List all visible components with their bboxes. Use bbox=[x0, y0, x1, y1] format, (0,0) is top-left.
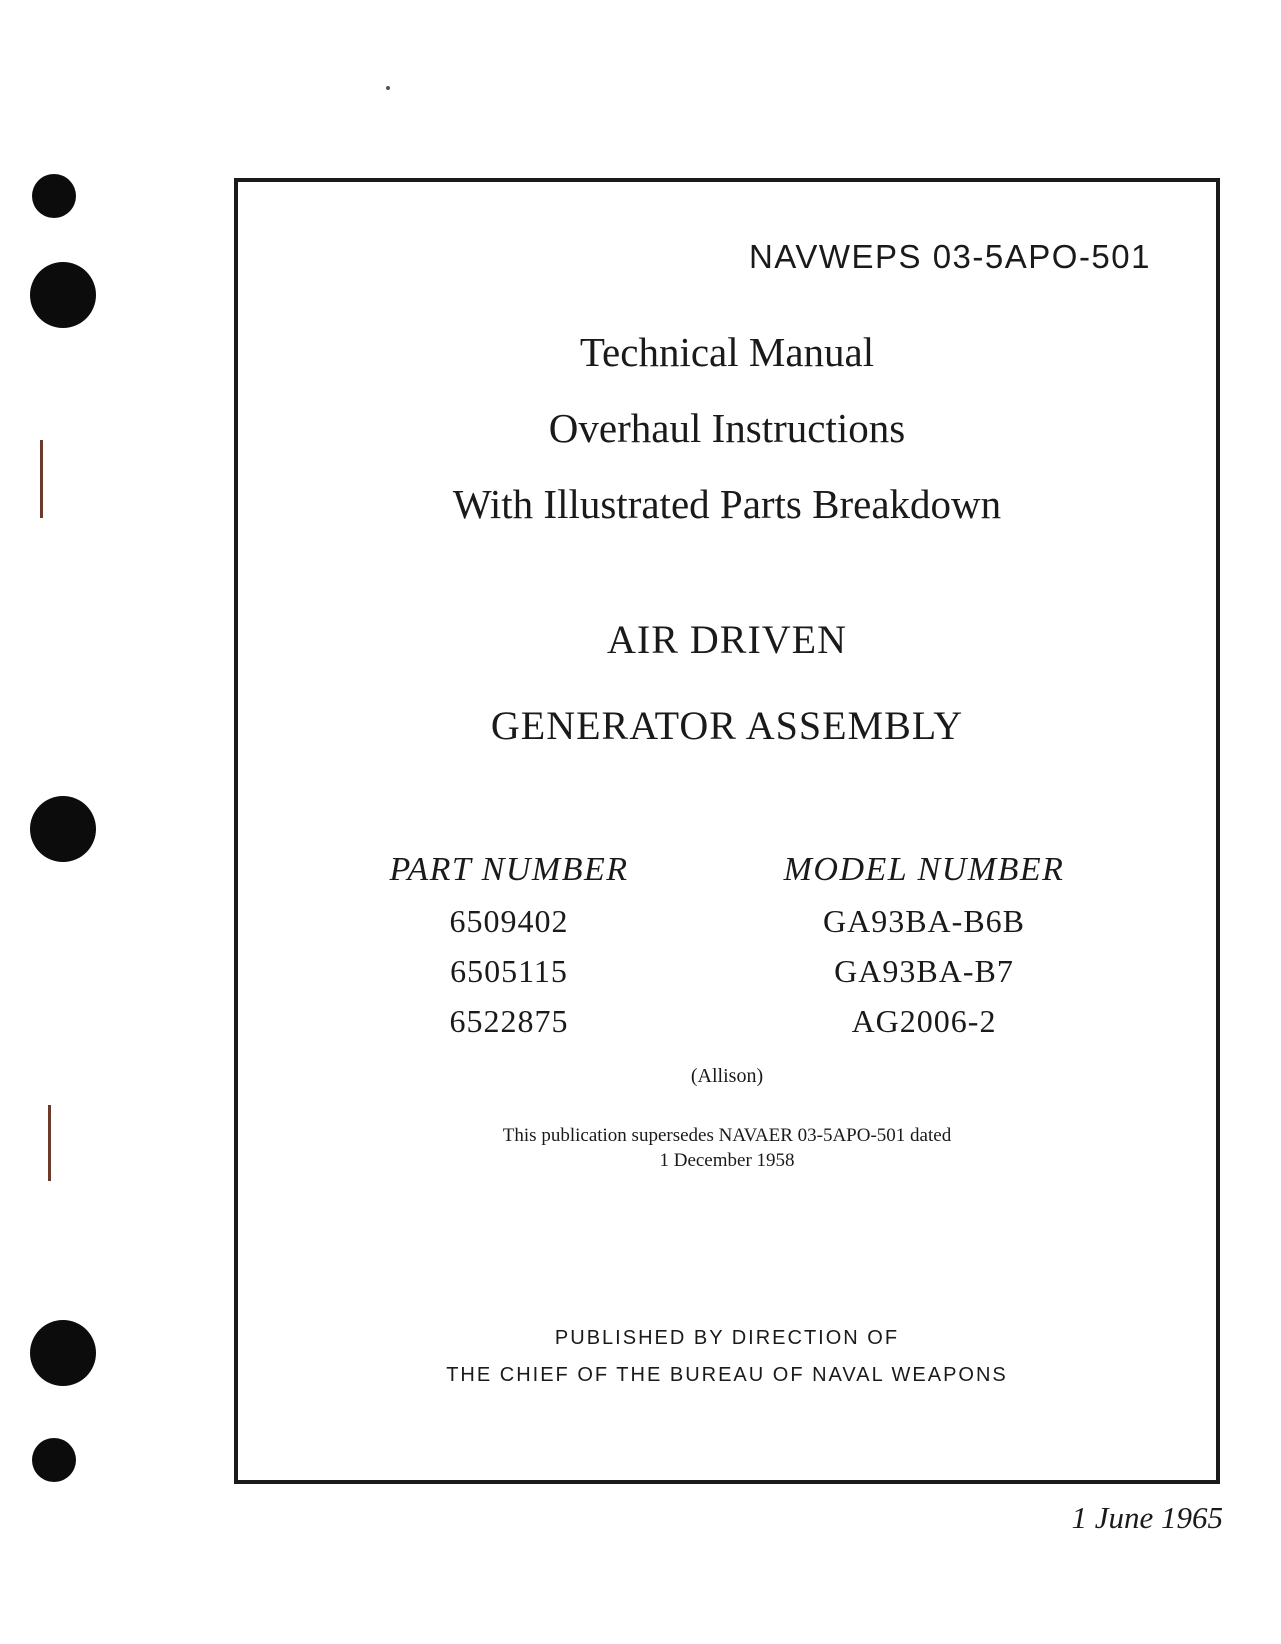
supersede-line-2: 1 December 1958 bbox=[659, 1150, 795, 1171]
supersede-notice bbox=[234, 1123, 1220, 1173]
title-line-1: Technical Manual bbox=[579, 329, 875, 375]
model-number-column bbox=[754, 850, 1094, 1046]
publication-date: 1 June 1965 bbox=[1071, 1500, 1223, 1535]
staple-mark bbox=[48, 1105, 51, 1181]
document-number: NAVWEPS 03-5APO-501 bbox=[748, 238, 1151, 275]
title-line-2: Overhaul Instructions bbox=[548, 405, 906, 451]
binder-hole bbox=[30, 262, 96, 328]
part-number-value: 6509402 bbox=[449, 903, 569, 939]
staple-mark bbox=[40, 440, 43, 518]
speck-mark bbox=[386, 86, 390, 90]
part-number-value: 6522875 bbox=[449, 1003, 569, 1039]
subject-line-2: GENERATOR ASSEMBLY bbox=[490, 703, 964, 748]
binder-hole bbox=[32, 1438, 76, 1482]
model-number-value: GA93BA-B7 bbox=[834, 953, 1014, 989]
manufacturer-name: (Allison) bbox=[690, 1065, 764, 1087]
part-number-value: 6505115 bbox=[450, 953, 568, 989]
publisher-line-2: THE CHIEF OF THE BUREAU OF NAVAL WEAPONS bbox=[446, 1364, 1008, 1386]
supersede-line-1: This publication supersedes NAVAER 03-5APO-501 dated bbox=[502, 1125, 952, 1146]
publisher-line-1: PUBLISHED BY DIRECTION OF bbox=[554, 1327, 900, 1349]
subject-line-1: AIR DRIVEN bbox=[607, 617, 847, 662]
title-line-3: With Illustrated Parts Breakdown bbox=[452, 481, 1002, 527]
binder-hole bbox=[30, 796, 96, 862]
binder-hole bbox=[32, 174, 76, 218]
binder-hole bbox=[30, 1320, 96, 1386]
model-number-value: AG2006-2 bbox=[851, 1003, 997, 1039]
publisher-statement bbox=[234, 1320, 1220, 1394]
part-number-header: PART NUMBER bbox=[389, 851, 629, 888]
part-number-column bbox=[364, 850, 654, 1046]
model-number-header: MODEL NUMBER bbox=[783, 851, 1065, 888]
model-number-value: GA93BA-B6B bbox=[822, 903, 1025, 939]
